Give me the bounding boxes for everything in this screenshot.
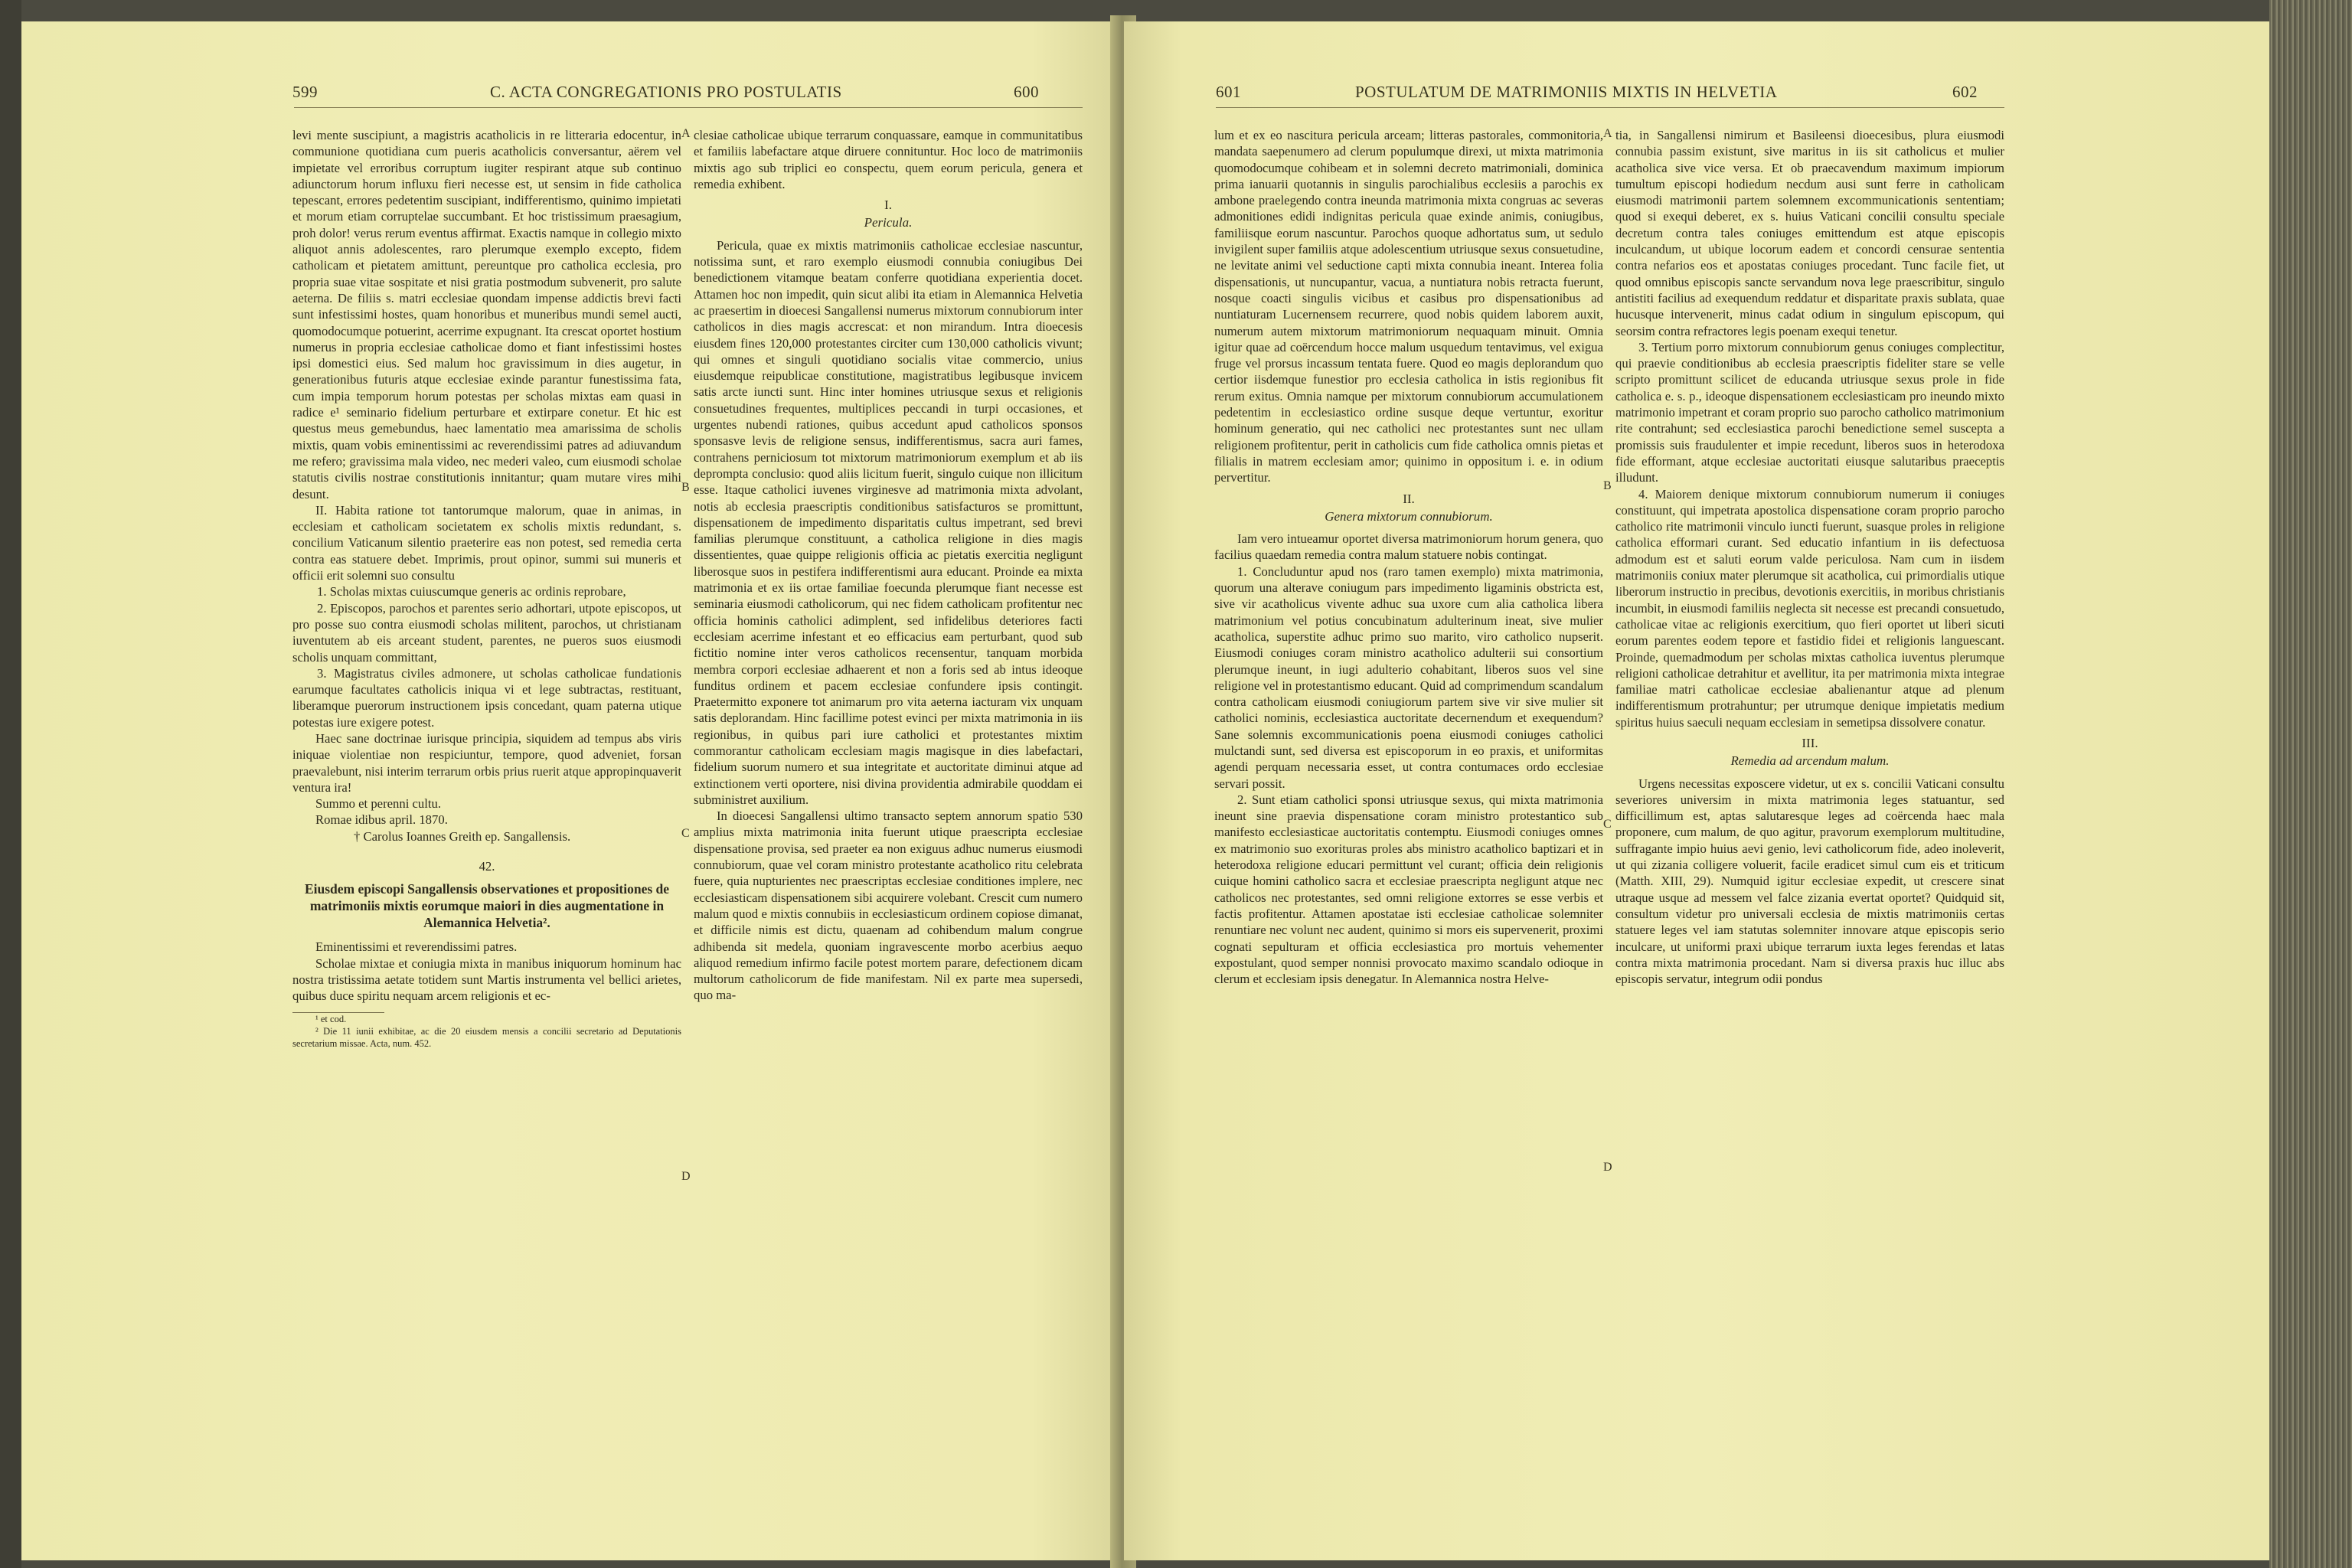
list-item: 3. Magistratus civiles admonere, ut scholas catholicae fundationis earumque facultates catholicis iniqua vi et lege subtractas, restituant, liberamque puerorum instructionem ipsis concedant, quam paterna utique potestas iure exigere potest. [292, 665, 681, 730]
signature: † Carolus Ioannes Greith ep. Sangallensis. [354, 828, 571, 844]
list-item: 1. Concluduntur apud nos (raro tamen exemplo) mixta matrimonia, quorum una alterave coniugum pars impedimento ligaminis obstricta est, sive vir acatholicus vivente adhuc sua uxore cum alia catholica libera matrimonium vel potius concubinatum adulterinum ineat, sive mulier acatholica, superstite adhuc primo suo marito, viro catholico nupserit. Eiusmodi coniuges coram ministro acatholico adulterii sui consortium plerumque ineunt, in iugi adulterio cohabitant, liberos suos vel sine religione vel in protestantismo educant. Quid ad comprimendum scandalum contra catholicam eiusmodi coniugiorum partem sive vir sive mulier sit catholici nominis, ecclesiastica auctoritate decernendum et exequendum? Sane solemnis excommunicationis poena eiusmodi coniuges catholici mulctandi sunt, sed diversa est episcoporum in eo praxis, et uniformitas agendi perquam necessaria esset, ut contra contumaces ordo ecclesiae servari possit. [1214, 564, 1603, 791]
page-number-601: 601 [1216, 83, 1241, 101]
list-item: 4. Maiorem denique mixtorum connubiorum numerum ii coniuges constituunt, qui impetrata apostolica dispensatione coram proprio parocho catholico rite matrimonii vinculo iuncti fuerunt, suasque proles in religione catholica efformari curant. Sed educatio infantium in iis defectuosa admodum est et saluti eorum valde periculosa. Nam cum in iisdem matrimoniis coniux mater plerumque sit acatholica, cui primordialis utique liberorum instructio in precibus, devotionis exercitiis, in moribus christianis incumbit, in eiusmodi familiis neglecta sit necesse est precandi consuetudo, catholicae vitae ac religionis exercitium, quo fieri oportet ut liberi sicuti eorum parentes eodem tepore et fastidio fidei et religionis languescant. Proinde, quemadmodum per scholas mixtas catholica iuventus plerumque religioni catholicae detrahitur et avellitur, ita per matrimonia mixta integrae familiae matri catholicae ecclesiae abalienantur atque ad plenum indifferentismum protrahuntur; per utrumque denique impietatis medium spiritus huius saeculi nequam ecclesiam in semetipsa dissolvere conatur. [1615, 486, 2004, 730]
left-page [21, 21, 1119, 1560]
paragraph: levi mente suscipiunt, a magistris acatholicis in re litteraria edocentur, in communione quotidiana cum pueris acatholicis conversantur, aërem vel impietate vel erroribus corruptum iugiter respirant atque sub continuo adiunctorum horum influxu fieri necesse est, ut sensim in fide catholica tepescant, errores pedetentim suscipiant, indifferentismo, quinimo impietati et morum etiam corruptelae succumbant. Et hoc tristissimum praesagium, proh dolor! verus rerum eventus affirmat. Exactis namque in collegio mixto aliquot annis adolescentes, raro plerumque exemplo excepto, fidem catholicam et pietatem amittunt, pereuntque pro catholica ecclesia, pro propria suae vitae sospitate et nisi gratia postmodum subvenerit, pro salute aeterna. De filiis s. matri ecclesiae quondam impense addictis brevi facti sunt infestissimi hostes, quam honoribus et muneribus mundi semel aucti, quomodocumque potuerint, acerrime expugnant. Ita crescat oportet hostium numerus in propria ecclesiae catholicae domo et fiant infestissimi hostes ipsi domestici eius. Sed malum hoc gravissimum in dies augetur, in generationibus futuris atque ecclesiae exinde parantur funestissima fata, cum impia temporum horum potestas per scholas mixtas eam quasi in radice e¹ seminario fidelium perturbare et extirpare conetur. Et hic est questus meus gemebundus, haec lamentatio mea amarissima de scholis mixtis, quam vobis eminentissimi ac reverendissimi patres ad adiuvandum me refero; gravissima mala video, nec mederi valeo, cum eiusmodi scholae statutis civilis nostrae constitutionis innitantur; quam mutare vires mihi desunt. [292, 128, 681, 501]
right-page [1124, 21, 2269, 1560]
date-line: Romae idibus april. 1870. [315, 812, 448, 828]
page-number-600: 600 [1014, 83, 1039, 101]
right-running-title: POSTULATUM DE MATRIMONIIS MIXTIS IN HELVETIA [1355, 83, 1778, 101]
header-rule [294, 107, 1083, 108]
heading: Pericula. [864, 215, 913, 230]
section-number: 42. [479, 859, 495, 874]
heading: Genera mixtorum connubiorum. [1325, 508, 1493, 524]
footnote: ² Die 11 iunii exhibitae, ac die 20 eiusdem mensis a concilii secretario ad Deputationis secretarium missae. Acta, num. 452. [292, 1025, 681, 1049]
page-number-599: 599 [292, 83, 318, 101]
paragraph: clesiae catholicae ubique terrarum conquassare, eamque in communitatibus et familiis labefactare atque diruere connituntur. Hoc loco de matrimoniis mixtis ago sub triplici eo conspectu, quem eorum pericula, genera et remedia exhibent. [694, 128, 1083, 191]
paragraph: II. Habita ratione tot tantorumque malorum, quae in animas, in ecclesiam et catholicam societatem ex scholis mixtis redundant, s. concilium Vaticanum silentio praeterire eas non potest, sed remedia certa contra eas statuere debet. Imprimis, prout opinor, summi sui muneris et officii erit solemni suo consultu [292, 502, 681, 583]
margin-letter-d: D [681, 1170, 691, 1183]
paragraph: tia, in Sangallensi nimirum et Basileensi dioecesibus, plura eiusmodi connubia passim existunt, sive maritus in iis sit catholicus et mulier acatholica sive vice versa. Et ob praecavendum maximum impiorum tumultum episcopi hodiedum necdum ausi sunt ferre in catholicam eiusmodi matrimonii partem solemnem excommunicationis sententiam; quod si exequi deberet, ex s. huius Vaticani concilii consultu speciale decretum contra tales coniuges emittendum est atque episcopis inculcandum, ut ubique locorum eadem et concordi censurae sententia contra nefarios eos et apostatas coniuges procedant. Tunc facile fiet, ut quod omnibus episcopis sancte servandum nova lege praescribitur, singulo antistiti facilius ad exequendum reddatur et disparitate praxis sublata, quae hucusque intervenerit, minus cadat odium in singulum episcopum, qui seorsim contra refractores legis poenam exequi tenetur. [1615, 128, 2004, 338]
margin-letter-c: C [1603, 818, 1612, 831]
salutation: Eminentissimi et reverendissimi patres. [315, 939, 518, 955]
left-running-title: C. ACTA CONGREGATIONIS PRO POSTULATIS [490, 83, 842, 101]
paragraph: In dioecesi Sangallensi ultimo transacto septem annorum spatio 530 amplius mixta matrimonia inita fuerunt utique praescripta ecclesiae dispensatione provisa, sed praeter ea non exiguus adhuc numerus eiusmodi connubiorum, quae vel coram ministro protestante acatholico ritu celebrata fuere, quia nupturientes nec praescriptas ecclesiae conditiones implere, nec ecclesiasticam dispensationem sibi acquirere volebant. Crescit cum numero malum quod e mixtis connubiis in ecclesiasticum ordinem copiose dimanat, et difficile nimis est dictu, quaenam ad cohibendum malum congrue adhibenda sit medela, quoniam ingravescente morbo acerbius aequo aliquod remedium infirmo facile potest mortem parare, defectionem dicam multorum catholicorum de fide manifestam. Nil ex parte mea supersedi, quo ma- [694, 808, 1083, 1003]
left-column-1 [292, 127, 681, 1050]
margin-letter-b: B [1603, 479, 1612, 492]
list-item: 3. Tertium porro mixtorum connubiorum genus coniuges complectitur, qui praevie conditionibus ab ecclesia praescriptis fideliter stare se velle scripto promittunt scilicet de educanda utriusque sexus prole in fide catholica e. s. p., ideoque dispensationem ecclesiasticam pro ineundo mixto matrimonio impetrant et coram proprio suo parocho catholico matrimonium rite contrahunt; sed ecclesiastica parochi benedictione semel suscepta a promissis suis fraudulenter et impie recedunt, liberos suos in heterodoxa fide efformant, atque ecclesiae auctoritati eiusque salutaribus praeceptis illudunt. [1615, 339, 2004, 485]
book-page-edges [2269, 0, 2352, 1568]
paragraph: lum et ex eo nascitura pericula arceam; litteras pastorales, commonitoria, mandata saepenumero ad clerum populumque direxi, ut mixta matrimonia quomodocumque cohibeam et in solemni decreto matrimoniali, dominica prima ianuarii quotannis in singulis parochialibus ecclesiis a parochis ex ambone praelegendo contra ineunda matrimonia mixta congruas ac severas admonitiones edidi indignitas pericula quae exinde animis, coniugibus, familiisque eorum nascuntur. Parochos quoque adhortatus sum, ut sedulo invigilent super familiis atque adolescentium utriusque sexus consuetudine, ne levitate animi vel seductione capti mixta connubia ineant. Interea folia dispensationis, ut nuncupantur, vacua, a nuntiatura nobis retracta fuerunt, nosque coacti singulis vicibus et casibus pro dispensationibus ad nuntiaturam Lucernensem recurrere, quod nobis quidem laborem auxit, numerum autem mixtorum matrimoniorum nequaquam minuit. Omnia igitur quae ad coërcendum hocce malum usquedum tentavimus, vel exigua fruge vel prorsus incassum tentata fuere. Quod eo magis deplorandum quo certior iisdemque funestior pro ecclesia catholica in istis regionibus fit rerum exitus. Omnia namque per mixtorum connubiorum accumulationem pedetentim in ecclesiastico ordine susque deque vertuntur, exoritur hominum generatio, qui nec catholici nec protestantes sunt nec ullam religionem profitentur, perit in catholicis cum fide catholica omnis pietas et filialis in matrem ecclesiam amor; quinimo in oppositum i. e. in odium pervertitur. [1214, 128, 1603, 485]
margin-letter-b: B [681, 481, 690, 494]
paragraph: Haec sane doctrinae iurisque principia, siquidem ad tempus abs viris iniquae violentiae non respiciuntur, tempore, quod adveniet, forsan praevalebunt, nisi interim terrarum orbis prius ruerit atque appropinquaverit ventura ira! [292, 730, 681, 795]
right-column-1 [1214, 127, 1603, 987]
heading: Remedia ad arcendum malum. [1730, 753, 1890, 769]
left-column-2 [694, 127, 1083, 1004]
list-item: 1. Scholas mixtas cuiuscumque generis ac ordinis reprobare, [317, 584, 626, 599]
list-item: 2. Sunt etiam catholici sponsi utriusque sexus, qui mixta matrimonia ineunt sine praevia dispensatione coram ministro protestantico sub manifesto ecclesiasticae auctoritatis contemptu. Eiusmodi coniuges omnes ex matrimonio suo exorituras proles abs ministro acatholico baptizari et in heterodoxa religione educari permittunt vel curant; officia dein religionis cuique homini catholico sacra et ecclesiae praescripta negligunt atque nec catholicos nec protestantes, sed omni religione extorres se esse verbis et factis profitentur. Attamen apostatae isti ecclesiae catholicae solemniter renuntiare nec volunt nec audent, quinimo si mors eis supervenerit, proximi cognati sepulturam et officia ecclesiastica pro mortuis vehementer expostulant, quod semper nonnisi provocato maximo scandalo odioque in clerum et ecclesiam ipsis denegatur. In Alemannica nostra Helve- [1214, 792, 1603, 987]
section-title: Eiusdem episcopi Sangallensis observationes et propositiones de matrimoniis mixtis eorumque maiori in dies augmentatione in Alemannica Helvetia². [304, 881, 670, 931]
footnote: ¹ et cod. [315, 1013, 347, 1024]
closing: Summo et perenni cultu. [315, 796, 442, 812]
paragraph: Pericula, quae ex mixtis matrimoniis catholicae ecclesiae nascuntur, notissima sunt, et raro exemplo eiusmodi connubia coniugibus Dei benedictionem vitamque beatam conferre quotidiana experientia docet. Attamen hoc non impedit, quin sicut alibi ita etiam in Alemannica Helvetia ac praesertim in dioecesi Sangallensi numerus mixtorum connubiorum inter catholicos in dies magis accrescat: et non mirandum. Intra dioecesis eiusdem fines 120,000 protestantes circiter cum 130,000 catholicis vivunt; qui omnes et singuli quotidiano socialis vitae commercio, unius eiusdemque reipublicae constitutione, magistratibus legibusque invicem satis arcte iuncti sunt. Hinc inter homines utriusque sexus et religionis consuetudines frequentes, multiplices peccandi in turpi occasiones, et urgentes nubendi rationes, quibus accedunt apud catholicos sponsos sponsasve levis de religione sensus, indifferentismus, sacra auri fames, contrahens perniciosum tot mixtorum matrimoniorum exemplum et ab iis depromptа conclusio: quod aliis licitum fuerit, singulo cuique non illicitum esse. Itaque catholici iuvenes virginesve ad matrimonia mixta advolant, notis ab ecclesia praescriptis conditionibus satisfacturos se promittunt, dispensationem de impedimento disparitatis cultus impetrant, sed brevi familias plerumque constituunt, a catholica religione in dies magis dissentientes, quae quippe religionis officia ac pietatis exercitia negligunt liberosque suos in pestifera indifferentismi aura educant. Proinde ea mixta matrimonia et ex iis ortae familiae foecunda plerumque fiant necesse est seminaria eiusmodi catholicorum, qui nec fidem catholicam profitentur nec officia hominis catholici adimplent, sed infidelibus deteriores facti ecclesiam acerrime infestant et eo efficacius eam perturbant, quod sub fictitio nomine inter veros catholicos recensentur, tanquam morbida membra corpori ecclesiae adhaerent et non a foris sed ab intus ideoque funditus ordinem et pacem ecclesiae confundere ipsis contingit. Praetermitto exponere tot animarum pro vita aeterna iacturam vix unquam satis deplorandam. Hinc facillime potest evinci per mixta matrimonia in iis regionibus, in quibus pari iure catholici et protestantes mixtim commorantur catholicam ecclesiam magis magisque in dies labefactari, fidelium suorum numero et sua integritate et auctoritate diminui atque ad extinctionem verti oportere, nisi divina providentia admirabile quoddam ei subministret auxilium. [694, 237, 1083, 807]
header-rule [1216, 107, 2004, 108]
heading-number: III. [1802, 735, 1818, 750]
margin-letter-a: A [681, 127, 691, 140]
heading-number: II. [1403, 491, 1415, 506]
paragraph: Scholae mixtae et coniugia mixta in manibus iniquorum hominum hac nostra tristissima aetate totidem sunt Martis instrumenta vel bellici arietes, quibus duce spiritu nequam arcem religionis et ec- [292, 956, 681, 1004]
paragraph: Urgens necessitas exposcere videtur, ut ex s. concilii Vaticani consultu severiores universim in mixta matrimonia leges statuantur, sed difficillimum est, aptas salutaresque leges ad coërcenda haec mala proponere, cum malum, de quo agitur, pravorum exemplorum multitudine, suffragante impio huius aevi genio, levi catholicorum fide, adeo inoleverit, ut qui zizania colligere voluerit, facile eradicet simul cum eis et triticum (Matth. XIII, 29). Numquid igitur ecclesiae expedit, ut crescere sinat utraque usque ad messem vel falce zizania evertat oportet? Quidquid sit, consultum videtur pro universali ecclesia de mixtis matrimoniis certas statuere leges vel iam statutas solemniter innovare atque episcopis serio inculcare, ut uniformi praxi ubique terrarum iuxta leges ferendas et latas contra mixta matrimonia procedant. Nam si diversa praxis huc illuc abs episcopis servatur, integrum odii pondus [1615, 776, 2004, 987]
right-column-2 [1615, 127, 2004, 987]
margin-letter-a: A [1603, 127, 1612, 140]
left-book-edge [0, 0, 21, 1568]
heading-number: I. [884, 198, 892, 213]
margin-letter-c: C [681, 827, 690, 840]
margin-letter-d: D [1603, 1161, 1612, 1174]
list-item: 2. Episcopos, parochos et parentes serio adhortari, utpote episcopos, ut pro posse suo contra eiusmodi scholas militent, parochos, ut christianam iuventutem ab eis arceant student, parentes, ne pueros suos eiusmodi scholis unquam committant, [292, 600, 681, 665]
paragraph: Iam vero intueamur oportet diversa matrimoniorum horum genera, quo facilius quaedam remedia contra malum statuere nobis contingat. [1214, 531, 1603, 563]
page-number-602: 602 [1952, 83, 1978, 101]
